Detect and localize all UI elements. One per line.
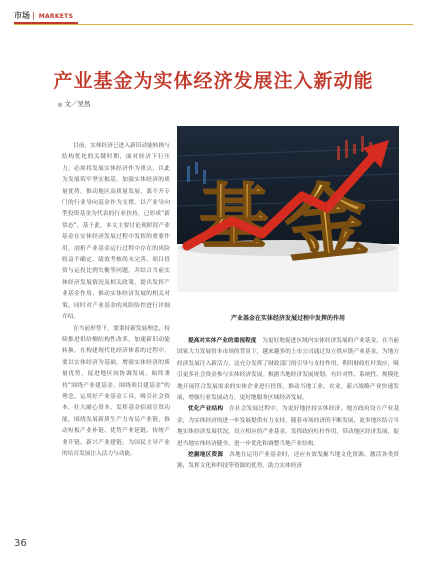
paragraph-body: 各地在运用产业基金时，还应有效发掘当地文化资源、激活各类资源，发挥文化和科技等资源的优势，助力实体经济 xyxy=(177,452,400,470)
body-paragraph xyxy=(177,404,399,450)
section-label: 市场 | MARKETS xyxy=(14,11,74,20)
svg-text:基: 基 xyxy=(199,176,269,258)
svg-text:金: 金 xyxy=(280,172,373,276)
body-paragraph xyxy=(177,336,399,404)
author-marker-icon: ◎ xyxy=(58,102,63,108)
header-rule xyxy=(14,24,413,25)
article-left-column xyxy=(62,141,170,460)
article-author xyxy=(58,99,90,108)
body-paragraph: 目前，实体经济已进入新旧动能转换与结构优化的关键时期，面对经济下行压力，必须将发展实体经济作为重点，以此为发展筑牢坚实根基。加强实体经济的质量优势，推动地区高质量发展，离不开专门的行业导向基金作为支撑。以产业导向型投资基金为代表的行业扶持，已形成“新常态”，基于此，本文主要讨论现阶段产业基金在实体经济发展过程中发挥的重要作用，剖析产业基金运行过程中存在的风险收益不确定、绩效考核尚未完善、项目投资与运投比例失衡等问题，并结合当前实体经济发展情况及相关政策，提出发挥产业基金作用、推动实体经济发展的相关对策，同时对产业基金的风险防控进行详细介绍。 xyxy=(62,143,170,321)
author-text: 文／吴然 xyxy=(64,100,91,108)
section-name: 市场 xyxy=(14,11,30,20)
section-name-en: MARKETS xyxy=(38,13,74,20)
article-image xyxy=(177,126,399,292)
paragraph-lead: 优化产业结构 xyxy=(188,406,224,413)
article-title: 产业基金为实体经济发展注入新动能 xyxy=(53,70,374,92)
body-paragraph: 在当前形势下，要秉持新发展理念，持续推进供给侧结构性改革，加速新旧动能转换。在构建现代化经济体系的过程中，要以实体经济为基础，增强实体经济的质量优势，促进地区间协调发展。始终秉持“围绕产业建基金、围绕项目建基金”的理念，运用好产业基金工具，吸引社会资本，壮大耐心资本，发挥基金招商引资功能，围绕发展新质生产力布局产业链，推动短板产业补链、优势产业延链、传统产业升链、新兴产业建链，为国民主导产业的培育发展注入活力与动能。 xyxy=(62,325,170,457)
fund-illustration xyxy=(177,126,399,292)
page-number: 36 xyxy=(14,538,27,549)
paragraph-body: 为更好地促进区域内实体经济发展的产业基金，在当前国家大力发展资本市场的背景下，越来越多的上市公司通过设立供应链产业基金，为地方经济发展注入新活力，这充分发挥了财政部门的引导与支持作用，利用财政杠杆效应，吸引更多社会资金参与实体经济发展。根据当地经济发展规划，有针对性、系统性、规模化地开展符合发展需求的实体企业进行投资，推动当地工业、农业、新兴战略产业快速发展，增强行业发展动力，更好地服务区域经济发展。 xyxy=(177,338,399,402)
paragraph-lead: 挖掘地区资源 xyxy=(188,452,224,459)
image-caption: 产业基金在实体经济发展过程中发挥的作用 xyxy=(230,315,345,322)
body-paragraph xyxy=(177,450,399,473)
paragraph-lead: 提高对实体产业的重视程度 xyxy=(188,338,257,344)
article-right-column xyxy=(177,336,399,473)
page-header xyxy=(0,0,427,36)
paragraph-body: 在社会发展过程中，为更好地扶持实体经济，地方政府设立产业基金，为实体经济的进一步发展提供有力支持，随着市场经济的不断发展，更多地区结合当地实体经济发展状况，设立相应的产业基金，发挥政府杠杆作用，带动地区经济发展，促进当地实体经济健全、进一步优化和调整当地产业结构。 xyxy=(177,406,400,447)
